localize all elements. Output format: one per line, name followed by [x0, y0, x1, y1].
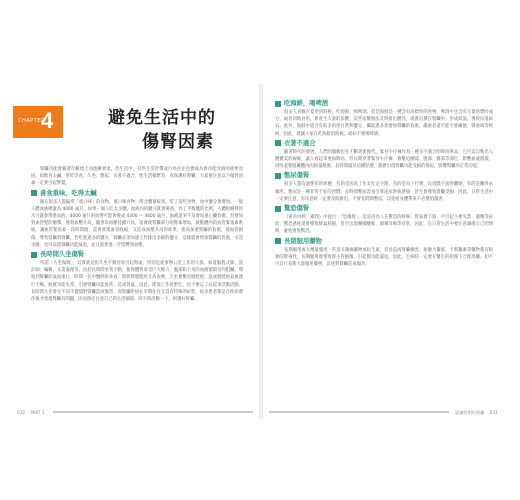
chapter-title-line2: 傷腎因素 [142, 132, 214, 152]
square-bullet-icon [275, 238, 281, 244]
section-heading-text: 衣著不適合 [284, 139, 316, 147]
square-bullet-icon [275, 206, 281, 212]
section-heading-text: 吃海鮮，喝啤酒 [284, 100, 329, 107]
right-column [275, 98, 493, 268]
square-bullet-icon [31, 252, 37, 258]
square-bullet-icon [275, 101, 281, 107]
book-spread [13, 84, 509, 419]
chapter-word: CHAPTER [18, 118, 45, 124]
section-paragraph-urine: 很多人都有過憋尿的經歷，有的是因為工作太忙走不開，有的是為了打牌、玩遊戲不捨得離開，有的是懶得去廁所，憋尿是一種非常不好的習慣，長時間憋尿容易引發泌尿系統感染，甚至會導致腎臟受損。因此，日常生活中一定要注意，有尿意時一定要及時排出，不要長時間憋尿，以免給身體帶來不必要的傷害。 [275, 182, 493, 202]
left-page [13, 84, 259, 419]
section-heading-text: 喜食重味、吃得太鹹 [40, 189, 97, 197]
section-heading-clothing [275, 138, 493, 149]
footer-left [17, 410, 45, 415]
section-paragraph-clothing: 隨著時代的發展，人們的服飾也在不斷更新換代，緊身牛仔褲作為一種多不適合的時尚單品，它可以勾勒出人體優美的線條，讓人看起來更加時尚，但長期穿著緊身牛仔褲，會壓迫腰部、腹部、臀部等部位，影響血液循環，同時還會阻礙體內的熱量散發，長時間處於這種狀態，就會出現腎臟功能受損的情況，影響腎臟的正常功能。 [275, 149, 493, 170]
chapter-title [108, 106, 248, 154]
page-number-right: 031 [489, 410, 498, 415]
footer-right [455, 410, 498, 416]
book-title-footer: 認識我們的腎臟 [455, 410, 485, 415]
part-label: PART 1 [30, 410, 45, 415]
page-number-left: 030 [17, 410, 25, 415]
section-heading-medicine [275, 236, 493, 247]
section-paragraph-medicine: 長期服用或大劑量服用一些消炎鎮痛藥物或抗生素，容易造成腎臟損害，如慶大黴素、卡那黴素等藥物都有較強的腎毒性，長期服用會導致腎小管損傷，引起腎功能減退。因此，生病時一定要在醫生的指導下合理用藥，切不可自行長期大量服用藥物，以免對腎臟造成傷害。 [275, 247, 493, 268]
section-paragraph-fear: 《黃帝內經．素問》中提出：「恐傷腎」。這是因為人在驚恐的時候，腎氣會下陷，可引起小便失禁、遺精等症狀，驚恐過度還會導致腎氣耗損，甚至出現腰膝酸軟、頭暈耳鳴等症狀，因此，在日常生活中要注意調節自己的情緒，避免過度驚恐。 [275, 215, 493, 235]
intro-paragraph: 腎臟功能會隨著年齡增大而逐漸衰退，但生活中，有些生活習慣或行為往往也會成為腎功能受損的重要原因，如飲食太鹹、常吃零食、久坐、憋尿、衣著不適合、性生活頻繁等，為保護好腎臟，大家要注意以下傷腎因素一定要引起警覺。 [31, 167, 243, 187]
section-heading-urine [275, 170, 493, 181]
section-heading-fear [275, 203, 493, 214]
section-heading-text: 長時間久坐傷腎 [40, 251, 85, 259]
section-heading-sitting [31, 249, 243, 260]
section-paragraph-salt: 跟在很多人都偏愛「重口味」的食物，重口味食物一般含鹽量較高，吃了這些食物，血中鹽分會增加。一般人體血液總量為 4000 毫升，如果一個人吃太多鹽，血液內的鹽分就會變高，為了平衡鹽的比例，人體組織裡的水分就會滲進血液，4000 毫升的血變可能會變成 4300 ～ 4600 毫升，血液還來不及會加重心臟負擔，但增加對血管壁的衝擊，導致血壓升高，隨著高血壓持續升高，還會使腎臟部分的腎素增加，啟動體內的血管緊張素系統，讓血管緊張素一段時間後，還會發現血管收縮，又造成血壓升高的結果，進而加重腎臟的負擔，使血管損傷，導致腎臟與腎臟，若吃進過多的鹽分，腎臟必須加速工作排出多餘的鹽分，這樣就會增加腎臟的負擔，引起水腫，也可以使腎臟功能減退，並且還會進一步影響到血壓。 [31, 199, 243, 248]
square-bullet-icon [31, 190, 37, 196]
chapter-title-line1: 避免生活中的 [108, 108, 216, 128]
square-bullet-icon [275, 173, 281, 179]
footer-rule-right [269, 411, 449, 413]
chapter-number: 4 [41, 108, 54, 133]
section-paragraph-seafood: 很多人喜歡在夏季的時候，吃海鮮、喝啤酒，但是海鮮是一種含有高嘌呤的食物，啤酒中也含有大量的嘌呤成分，兩者同時食用，會產生大量的尿酸，這些尿酸無法及時排出體外，就會沉積在腎臟中，形成結晶，導致尿道結石。此外，海鮮中還含有較多的蛋白質和鹽分，攝取過多會增加腎臟的負擔，嚴重者還可能引發痛風、腎衰竭等疾病，因此，建議大家在吃海鮮的時候，最好不要喝啤酒。 [275, 110, 493, 137]
square-bullet-icon [275, 140, 281, 146]
section-heading-salt [31, 188, 243, 199]
chapter-tab [13, 106, 63, 138]
section-heading-seafood [275, 98, 493, 109]
section-paragraph-sitting: 所謂「久坐傷腎」，其實就是指久坐不動容易引起腎虛，特別是從事辦公室工作的人群，如電腦程式師、設計師、編輯、文書處理等，由於長時間坐著不動，使得體質承受巨大壓力，腹部和下身的血液循環受到阻礙，導致到腎臟的氣血運行，時間一長中醫經絡來看，腎經與膀胱經互為表裡，久坐會壓迫膀胱經，造成膀胱經氣血運行不暢，膀胱功能失常，引發腎臟功能異常，造成腎虛。因此，即使工作再繁忙，也不要忘了站起來活動活動，長時間久坐會在不知不覺間對腎臟造成傷害，而腎臟疾病在早期往往又沒有特殊的症狀，很多患者都是在疾病發作後才發現腎臟有問題，因而務必注意自己的生活細節，時不時活動一下，呵護好腎臟。 [31, 261, 243, 303]
section-heading-text: 驚恐傷腎 [284, 205, 310, 213]
section-heading-text: 長期服用藥物 [284, 237, 322, 245]
section-heading-text: 憋尿傷腎 [284, 172, 310, 180]
left-column [31, 166, 243, 303]
right-page [263, 84, 509, 419]
footer-rule-left [53, 411, 253, 413]
